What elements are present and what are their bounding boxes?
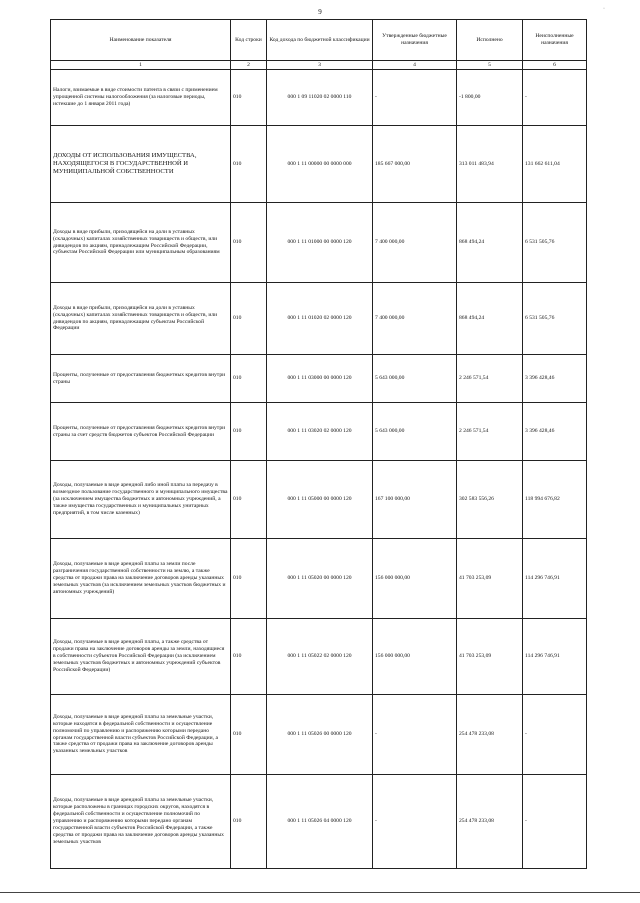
table-row	[51, 355, 587, 403]
row-code-cell: 010	[231, 70, 267, 126]
table-row	[51, 70, 587, 126]
table-row	[51, 461, 587, 539]
row-approved-cell: -	[373, 695, 457, 775]
row-done-cell: 868 494,24	[457, 283, 523, 355]
row-bk-cell: 000 1 11 01020 02 0000 120	[267, 283, 373, 355]
row-undone-cell: 6 531 505,76	[523, 283, 587, 355]
row-name-cell: Доходы, получаемые в виде арендной либо иной платы за передачу в возмездное пользование государственного и муниципального имущества (за исключением имущества бюджетных и автономных учреждений, а также имущества государственных и муниципальных унитарных предприятий, в том числе казенных)	[51, 461, 231, 539]
row-code-cell: 010	[231, 403, 267, 461]
row-name-cell: Налоги, взимаемые в виде стоимости патента в связи с применением упрощенной системы налогообложения (за налоговые периоды, истекшие до 1 января 2011 года)	[51, 70, 231, 126]
table-row	[51, 203, 587, 283]
row-bk-cell: 000 1 11 00000 00 0000 000	[267, 126, 373, 203]
header-approved: Утвержденные бюджетные назначения	[373, 20, 457, 61]
row-name-cell: ДОХОДЫ ОТ ИСПОЛЬЗОВАНИЯ ИМУЩЕСТВА, НАХОДЯЩЕГОСЯ В ГОСУДАРСТВЕННОЙ И МУНИЦИПАЛЬНОЙ СОБСТВЕННОСТИ	[51, 126, 231, 203]
row-undone-cell: 114 296 746,91	[523, 539, 587, 619]
row-bk-cell: 000 1 11 05000 00 0000 120	[267, 461, 373, 539]
column-number: 2	[231, 61, 267, 70]
row-code-cell: 010	[231, 695, 267, 775]
row-undone-cell: 3 396 428,46	[523, 403, 587, 461]
table-body	[51, 70, 587, 869]
column-number: 4	[373, 61, 457, 70]
row-approved-cell: 185 667 000,00	[373, 126, 457, 203]
row-approved-cell: -	[373, 775, 457, 869]
row-undone-cell: 3 396 428,46	[523, 355, 587, 403]
row-name-cell: Проценты, полученные от предоставления бюджетных кредитов внутри страны	[51, 355, 231, 403]
header-done: Исполнено	[457, 20, 523, 61]
row-name-cell: Доходы в виде прибыли, приходящейся на доли в уставных (складочных) капиталах хозяйственных товариществ и обществ, или дивидендов по акциям, принадлежащим субъектам Российской Федерации	[51, 283, 231, 355]
row-code-cell: 010	[231, 461, 267, 539]
row-bk-cell: 000 1 11 01000 00 0000 120	[267, 203, 373, 283]
row-approved-cell: 7 400 000,00	[373, 203, 457, 283]
row-name-cell: Проценты, полученные от предоставления бюджетных кредитов внутри страны за счет средств бюджетов субъектов Российской Федерации	[51, 403, 231, 461]
row-done-cell: 41 703 253,09	[457, 539, 523, 619]
row-bk-cell: 000 1 11 05020 00 0000 120	[267, 539, 373, 619]
header-code: Код строки	[231, 20, 267, 61]
column-number: 1	[51, 61, 231, 70]
row-bk-cell: 000 1 11 05026 00 0000 120	[267, 695, 373, 775]
row-done-cell: 302 583 556,26	[457, 461, 523, 539]
header-name: Наименование показателя	[51, 20, 231, 61]
row-done-cell: 254 478 233,08	[457, 775, 523, 869]
table-row	[51, 539, 587, 619]
row-bk-cell: 000 1 11 05026 04 0000 120	[267, 775, 373, 869]
table-row	[51, 619, 587, 695]
row-name-cell: Доходы, получаемые в виде арендной платы за земли после разграничения государственной собственности на землю, а также средства от продажи права на заключение договоров аренды указанных земельных участков (за исключением земельных участков бюджетных и автономных учреждений)	[51, 539, 231, 619]
row-name-cell: Доходы, получаемые в виде арендной платы, а также средства от продажи права на заключение договоров аренды за земли, находящиеся в собственности субъектов Российской Федерации (за исключением земельных участков бюджетных и автономных учреждений субъектов Российской Федерации)	[51, 619, 231, 695]
row-bk-cell: 000 1 11 03000 00 0000 120	[267, 355, 373, 403]
header-row	[51, 20, 587, 61]
row-approved-cell: -	[373, 70, 457, 126]
row-approved-cell: 7 400 000,00	[373, 283, 457, 355]
row-bk-cell: 000 1 11 05022 02 0000 120	[267, 619, 373, 695]
column-number: 5	[457, 61, 523, 70]
row-undone-cell: 118 994 676,82	[523, 461, 587, 539]
header-undone: Неисполненные назначения	[523, 20, 587, 61]
row-undone-cell: -	[523, 70, 587, 126]
table-row	[51, 775, 587, 869]
table-row	[51, 695, 587, 775]
revenue-report-table	[50, 19, 587, 869]
table-row	[51, 126, 587, 203]
row-done-cell: 2 246 571,54	[457, 403, 523, 461]
row-code-cell: 010	[231, 203, 267, 283]
header-bk: Код дохода по бюджетной классификации	[267, 20, 373, 61]
row-approved-cell: 167 100 000,00	[373, 461, 457, 539]
row-done-cell: 2 246 571,54	[457, 355, 523, 403]
table-row	[51, 403, 587, 461]
row-code-cell: 010	[231, 539, 267, 619]
row-bk-cell: 000 1 09 11020 02 0000 110	[267, 70, 373, 126]
row-done-cell: 313 011 483,94	[457, 126, 523, 203]
row-code-cell: 010	[231, 775, 267, 869]
row-undone-cell: -	[523, 775, 587, 869]
row-code-cell: 010	[231, 283, 267, 355]
row-undone-cell: 114 296 746,91	[523, 619, 587, 695]
row-code-cell: 010	[231, 355, 267, 403]
row-name-cell: Доходы, получаемые в виде арендной платы за земельные участки, которые находятся в федеральной собственности и осуществление полномочий по управлению и распоряжению которыми передано органам государственной власти субъектов Российской Федерации, а также средства от продажи права на заключение договоров аренды указанных земельных участков	[51, 695, 231, 775]
row-done-cell: -1 800,00	[457, 70, 523, 126]
table-row	[51, 283, 587, 355]
row-done-cell: 41 703 253,09	[457, 619, 523, 695]
row-approved-cell: 5 643 000,00	[373, 403, 457, 461]
row-approved-cell: 156 000 000,00	[373, 539, 457, 619]
column-number: 3	[267, 61, 373, 70]
corner-mark: ·	[603, 6, 605, 12]
row-bk-cell: 000 1 11 03020 02 0000 120	[267, 403, 373, 461]
row-undone-cell: 6 531 505,76	[523, 203, 587, 283]
row-name-cell: Доходы, получаемые в виде арендной платы за земельные участки, которые расположены в границах городских округов, находятся в федеральной собственности и осуществление полномочий по управлению и распоряжению которыми передано органам государственной власти субъектов Российской Федерации, а также средства от продажи права на заключение договоров аренды указанных земельных участков	[51, 775, 231, 869]
row-undone-cell: -	[523, 695, 587, 775]
row-code-cell: 010	[231, 126, 267, 203]
row-approved-cell: 156 000 000,00	[373, 619, 457, 695]
row-undone-cell: 131 662 611,04	[523, 126, 587, 203]
row-done-cell: 868 494,24	[457, 203, 523, 283]
row-name-cell: Доходы в виде прибыли, приходящейся на доли в уставных (складочных) капиталах хозяйственных товариществ и обществ, или дивидендов по акциям, принадлежащим Российской Федерации, субъектам Российской Федерации или муниципальным образованиям	[51, 203, 231, 283]
page-number: 9	[318, 8, 322, 16]
column-number: 6	[523, 61, 587, 70]
row-done-cell: 254 478 233,08	[457, 695, 523, 775]
bottom-rule	[0, 892, 640, 893]
row-code-cell: 010	[231, 619, 267, 695]
column-number-row	[51, 61, 587, 70]
row-approved-cell: 5 643 000,00	[373, 355, 457, 403]
